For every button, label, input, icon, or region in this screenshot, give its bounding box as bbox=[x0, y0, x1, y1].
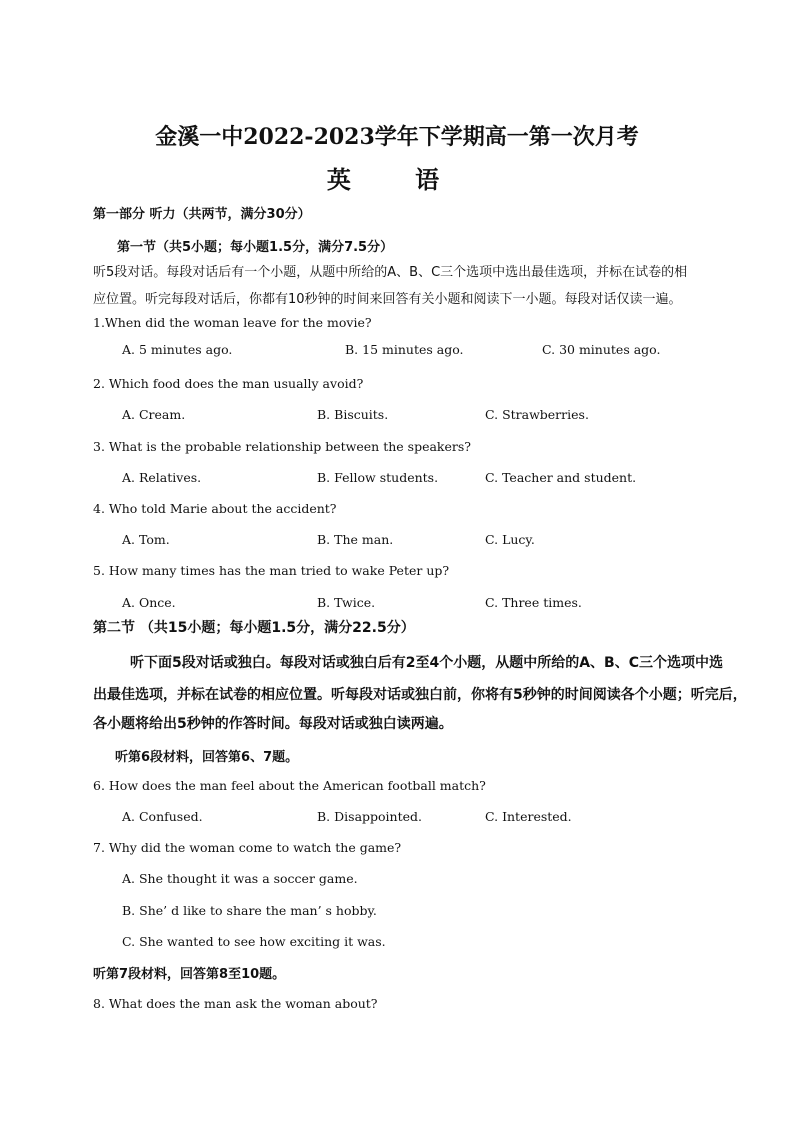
question-2-option-a: A. Cream. bbox=[122, 407, 186, 422]
question-5-option-a: A. Once. bbox=[122, 595, 176, 610]
question-3-option-b: B. Fellow students. bbox=[317, 470, 439, 485]
section2-instructions-line1: 听下面5段对话或独白。每段对话或独白后有2至4个小题，从题中所给的A、B、C三个选项中选 bbox=[130, 655, 724, 671]
question-7-option-a: A. She thought it was a soccer game. bbox=[122, 871, 358, 886]
question-1-option-b: B. 15 minutes ago. bbox=[345, 342, 464, 357]
section1-heading: 第一节（共5小题；每小题1.5分，满分7.5分） bbox=[117, 240, 394, 255]
question-6-option-b: B. Disappointed. bbox=[317, 809, 422, 824]
question-4-option-a: A. Tom. bbox=[122, 532, 170, 547]
question-6-option-a: A. Confused. bbox=[122, 809, 203, 824]
question-7-option-b: B. She’ d like to share the man’ s hobby. bbox=[122, 903, 377, 918]
exam-title: 金溪一中2022-2023学年下学期高一第一次月考 bbox=[155, 124, 639, 150]
section2-instructions-line2: 出最佳选项，并标在试卷的相应位置。听每段对话或独白前，你将有5秒钟的时间阅读各个小题；听完后， bbox=[93, 687, 747, 703]
question-2-option-c: C. Strawberries. bbox=[485, 407, 589, 422]
question-3-stem: 3. What is the probable relationship between the speakers? bbox=[93, 439, 471, 454]
question-1-option-c: C. 30 minutes ago. bbox=[542, 342, 661, 357]
question-4-stem: 4. Who told Marie about the accident? bbox=[93, 501, 337, 516]
question-4-option-b: B. The man. bbox=[317, 532, 394, 547]
question-2-option-b: B. Biscuits. bbox=[317, 407, 389, 422]
section1-instructions-line1: 听5段对话。每段对话后有一个小题，从题中所给的A、B、C三个选项中选出最佳选项，并标在试卷的相 bbox=[93, 265, 688, 280]
material-7-instruction: 听第7段材料，回答第8至10题。 bbox=[93, 967, 286, 982]
question-5-option-b: B. Twice. bbox=[317, 595, 376, 610]
question-6-stem: 6. How does the man feel about the American football match? bbox=[93, 778, 486, 793]
material-6-instruction: 听第6段材料，回答第6、7题。 bbox=[115, 750, 299, 765]
section1-instructions-line2: 应位置。听完每段对话后，你都有10秒钟的时间来回答有关小题和阅读下一小题。每段对话仅读一遍。 bbox=[93, 292, 682, 307]
question-6-option-c: C. Interested. bbox=[485, 809, 572, 824]
question-7-option-c: C. She wanted to see how exciting it was. bbox=[122, 934, 386, 949]
subject-title: 英 语 bbox=[326, 165, 468, 194]
section2-heading: 第二节 （共15小题；每小题1.5分，满分22.5分） bbox=[93, 620, 415, 636]
question-4-option-c: C. Lucy. bbox=[485, 532, 535, 547]
question-5-stem: 5. How many times has the man tried to wake Peter up? bbox=[93, 563, 450, 578]
question-2-stem: 2. Which food does the man usually avoid? bbox=[93, 376, 364, 391]
question-5-option-c: C. Three times. bbox=[485, 595, 582, 610]
section2-instructions-line3: 各小题将给出5秒钟的作答时间。每段对话或独白读两遍。 bbox=[93, 716, 453, 732]
question-3-option-c: C. Teacher and student. bbox=[485, 470, 637, 485]
question-1-option-a: A. 5 minutes ago. bbox=[122, 342, 233, 357]
question-7-stem: 7. Why did the woman come to watch the game? bbox=[93, 840, 402, 855]
question-3-option-a: A. Relatives. bbox=[122, 470, 202, 485]
question-8-stem: 8. What does the man ask the woman about? bbox=[93, 996, 378, 1011]
question-1-stem: 1.When did the woman leave for the movie? bbox=[93, 315, 372, 330]
part1-heading: 第一部分 听力（共两节，满分30分） bbox=[93, 207, 311, 222]
